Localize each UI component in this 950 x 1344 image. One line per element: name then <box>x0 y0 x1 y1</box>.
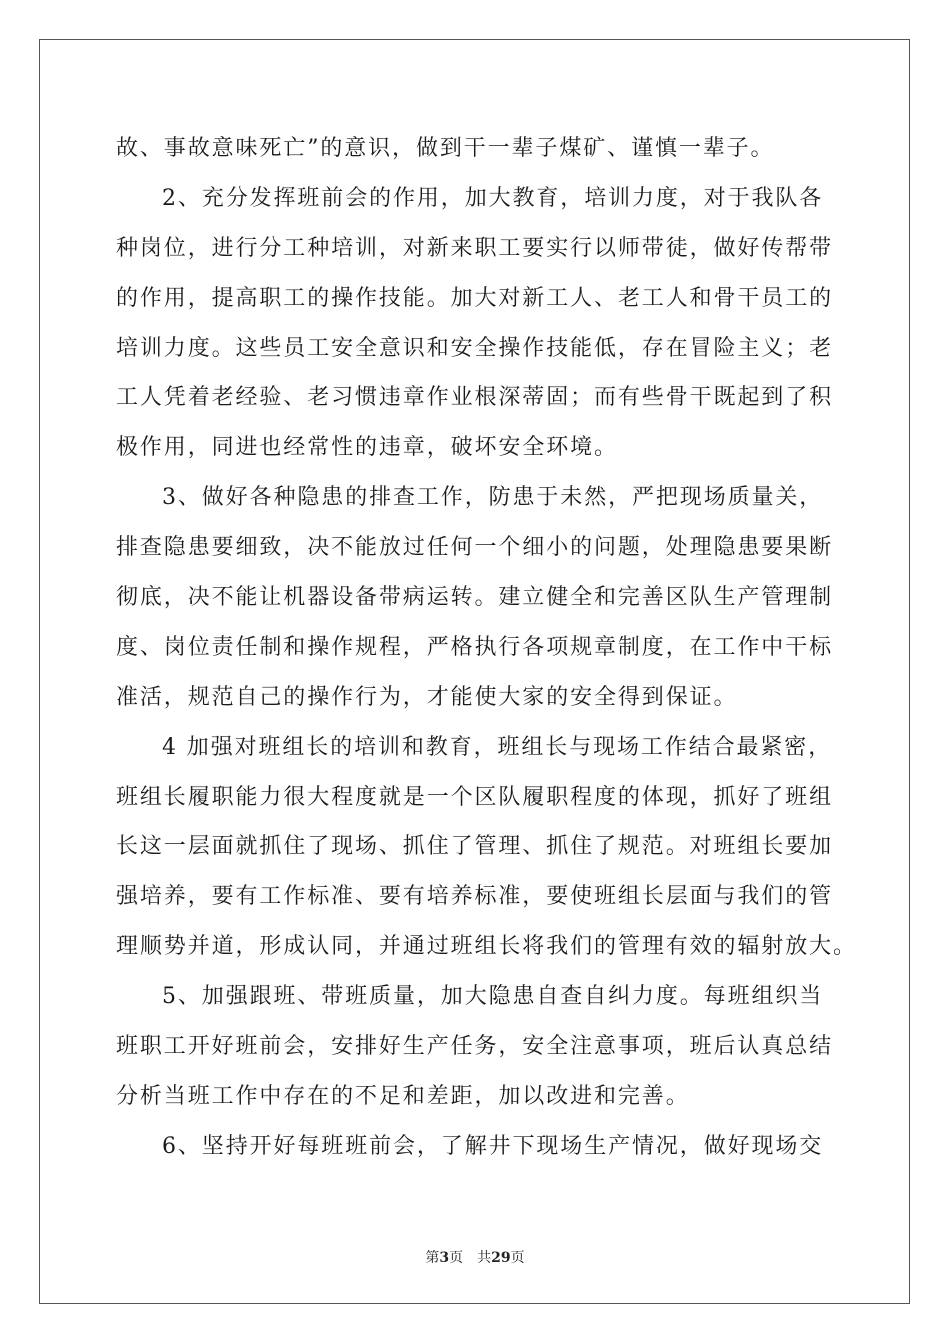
text-line: 度、岗位责任制和操作规程，严格执行各项规章制度，在工作中干标 <box>116 634 834 660</box>
text-line: 理顺势并道，形成认同，并通过班组长将我们的管理有效的辐射放大。 <box>116 934 857 960</box>
document-body <box>116 124 857 1172</box>
total-prefix: 共 <box>477 1250 492 1266</box>
text-line: 极作用，同进也经常性的违章，破坏安全环境。 <box>116 435 618 461</box>
page-footer <box>0 1247 950 1267</box>
text-line: 故、事故意味死亡”的意识，做到干一辈子煤矿、谨慎一辈子。 <box>116 136 775 161</box>
text-line: 分析当班工作中存在的不足和差距，加以改进和完善。 <box>116 1083 690 1109</box>
text-line: 种岗位，进行分工种培训，对新来职工要实行以师带徒，做好传帮带 <box>116 235 834 261</box>
page-prefix: 第 <box>425 1250 440 1266</box>
text-line: 工人凭着老经验、老习惯违章作业根深蒂固；而有些骨干既起到了积 <box>116 385 834 411</box>
text-line: 培训力度。这些员工安全意识和安全操作技能低，存在冒险主义；老 <box>116 335 834 361</box>
text-line: 班组长履职能力很大程度就是一个区队履职程度的体现，抓好了班组 <box>116 784 834 810</box>
text-line: 强培养，要有工作标准、要有培养标准，要使班组长层面与我们的管 <box>116 884 834 910</box>
text-line: 长这一层面就抓住了现场、抓住了管理、抓住了规范。对班组长要加 <box>116 834 834 860</box>
text-line: 的作用，提高职工的操作技能。加大对新工人、老工人和骨干员工的 <box>116 285 834 311</box>
text-line: 彻底，决不能让机器设备带病运转。建立健全和完善区队生产管理制 <box>116 585 834 611</box>
text-line: 2、充分发挥班前会的作用，加大教育，培训力度，对于我队各 <box>162 185 824 211</box>
text-line: 排查隐患要细致，决不能放过任何一个细小的问题，处理隐患要果断 <box>116 535 834 561</box>
page-suffix: 页 <box>449 1250 464 1266</box>
text-line: 5、加强跟班、带班质量，加大隐患自查自纠力度。每班组织当 <box>162 984 824 1010</box>
text-line: 准活，规范自己的操作行为，才能使大家的安全得到保证。 <box>116 684 738 710</box>
page-total: 29 <box>491 1250 511 1266</box>
text-line: 6、坚持开好每班班前会，了解井下现场生产情况，做好现场交 <box>162 1133 824 1159</box>
total-suffix: 页 <box>510 1250 525 1266</box>
page-current: 3 <box>439 1250 450 1266</box>
text-line: 班职工开好班前会，安排好生产任务，安全注意事项，班后认真总结 <box>116 1034 834 1060</box>
text-line: 3、做好各种隐患的排查工作，防患于未然，严把现场质量关， <box>162 485 824 511</box>
text-line: 4 加强对班组长的培训和教育，班组长与现场工作结合最紧密， <box>162 734 833 760</box>
